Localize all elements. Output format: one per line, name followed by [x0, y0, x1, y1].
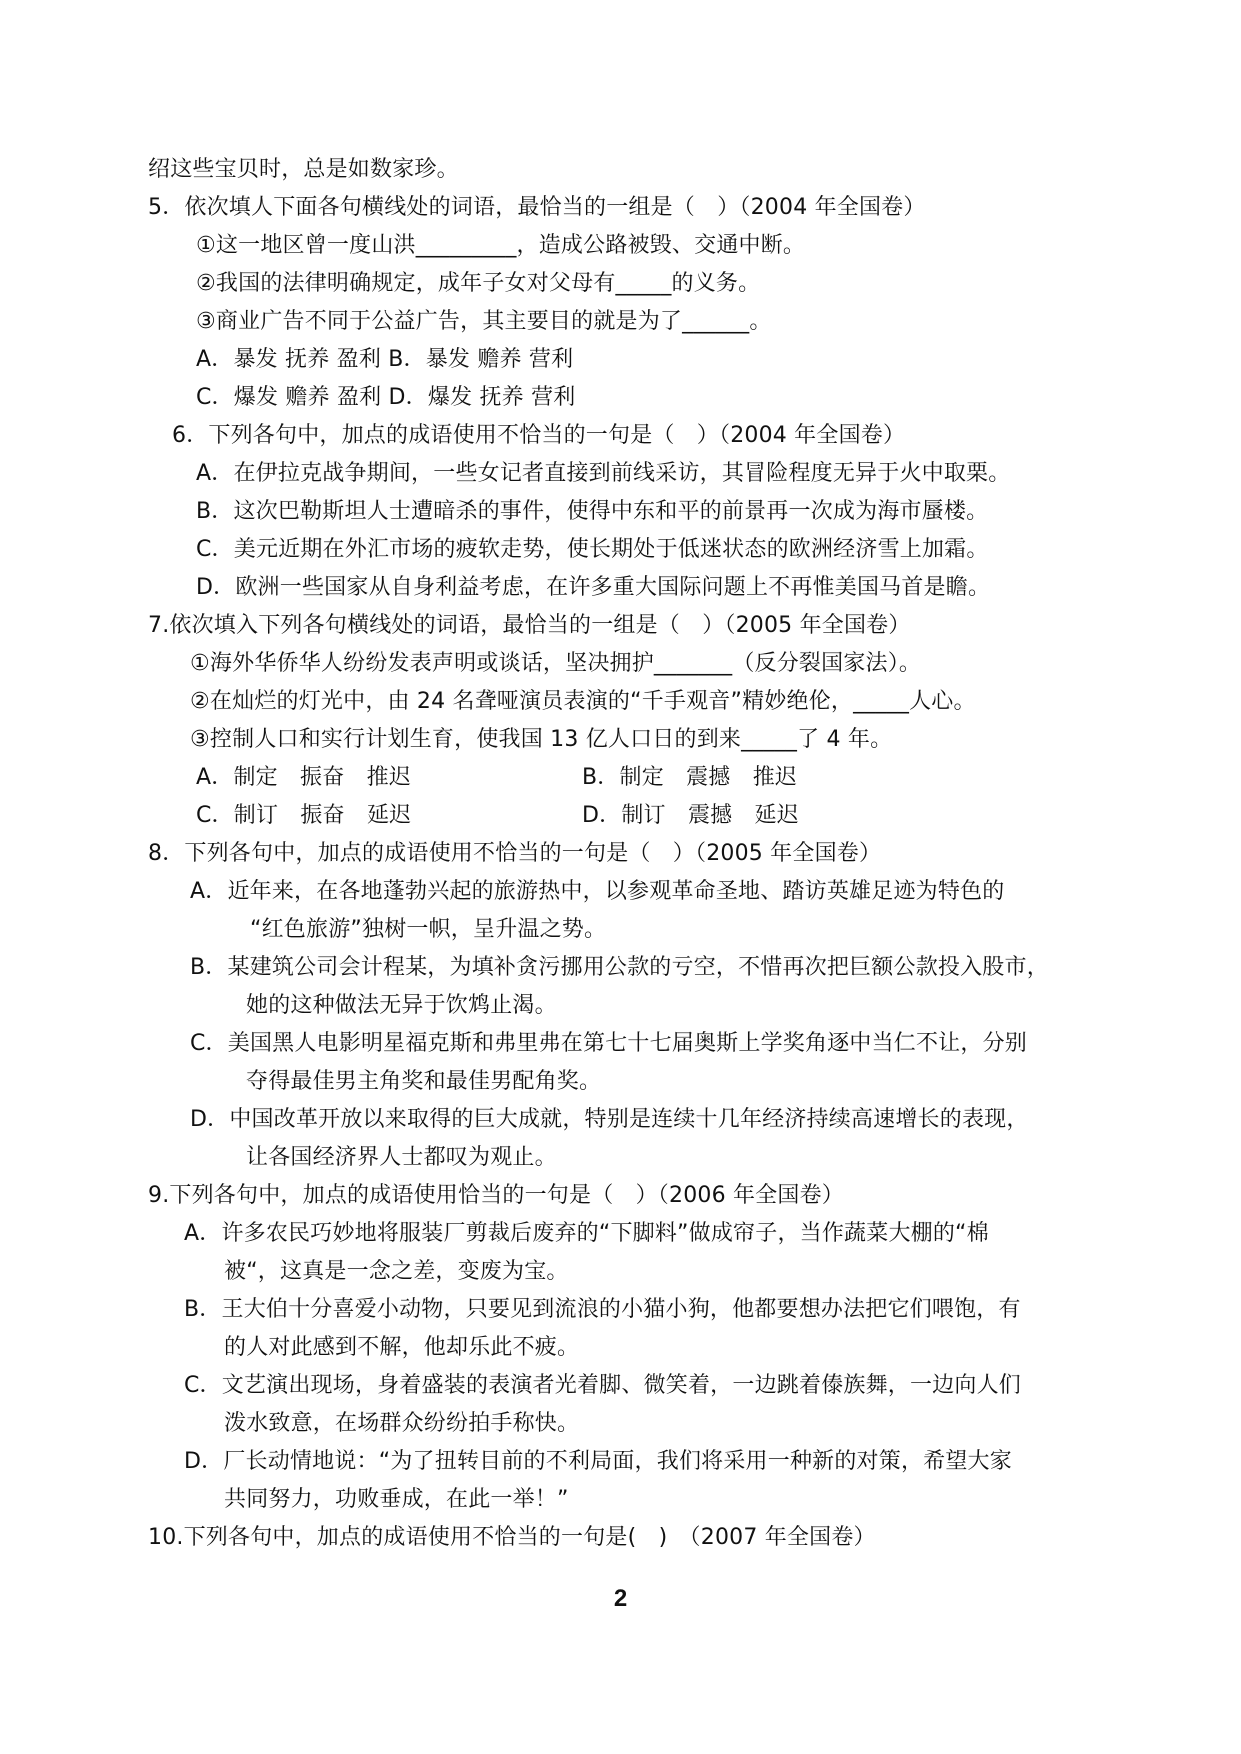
question-9-option-b: B．王大伯十分喜爱小动物，只要见到流浪的小猫小狗，他都要想办法把它们喂饱，有: [184, 1297, 1021, 1322]
question-9-option-a-cont: 被“，这真是一念之差，变废为宝。: [224, 1259, 569, 1284]
question-7-sentence-3: ③控制人口和实行计划生育，使我国 13 亿人口日的到来_____了 4 年。: [190, 727, 893, 752]
question-9-option-d-cont: 共同努力，功败垂成，在此一举！”: [224, 1487, 569, 1512]
question-9-option-c: C．文艺演出现场，身着盛装的表演者光着脚、微笑着，一边跳着傣族舞，一边向人们: [184, 1373, 1021, 1398]
question-6-option-b: B．这次巴勒斯坦人士遭暗杀的事件，使得中东和平的前景再一次成为海市蜃楼。: [196, 499, 989, 524]
question-8-option-b-cont: 她的这种做法无异于饮鸩止渴。: [246, 993, 557, 1018]
question-8-stem: 8．下列各句中，加点的成语使用不恰当的一句是（ ）（2005 年全国卷）: [148, 841, 882, 866]
question-7-option-c: C．制订 振奋 延迟: [196, 803, 412, 828]
question-6-option-c: C．美元近期在外汇市场的疲软走势，使长期处于低迷状态的欧洲经济雪上加霜。: [196, 537, 989, 562]
question-5-options-ab: A．暴发 抚养 盈利 B．暴发 赡养 营利: [196, 347, 574, 372]
question-5-stem: 5．依次填人下面各句横线处的词语，最恰当的一组是（ ）（2004 年全国卷）: [148, 195, 926, 220]
question-9-option-c-cont: 泼水致意，在场群众纷纷拍手称快。: [224, 1411, 580, 1436]
question-6-option-a: A．在伊拉克战争期间，一些女记者直接到前线采访，其冒险程度无异于火中取栗。: [196, 461, 1011, 486]
question-8-option-a: A．近年来，在各地蓬勃兴起的旅游热中，以参观革命圣地、踏访英雄足迹为特色的: [190, 879, 1005, 904]
question-8-option-d-cont: 让各国经济界人士都叹为观止。: [246, 1145, 557, 1170]
question-7-option-a: A．制定 振奋 推迟: [196, 765, 412, 790]
question-8-option-b: B．某建筑公司会计程某，为填补贪污挪用公款的亏空，不惜再次把巨额公款投入股市，: [190, 955, 1049, 980]
question-6-option-d: D．欧洲一些国家从自身利益考虑，在许多重大国际问题上不再惟美国马首是瞻。: [196, 575, 991, 600]
page-number: 2: [613, 1585, 628, 1612]
question-7-option-d: D．制订 震撼 延迟: [582, 803, 799, 828]
question-9-option-a: A．许多农民巧妙地将服装厂剪裁后废弃的“下脚料”做成帘子，当作蔬菜大棚的“棉: [184, 1221, 989, 1246]
question-8-option-c: C．美国黑人电影明星福克斯和弗里弗在第七十七届奥斯上学奖角逐中当仁不让，分别: [190, 1031, 1027, 1056]
question-7-sentence-2: ②在灿烂的灯光中，由 24 名聋哑演员表演的“千手观音”精妙绝伦，_____人心。: [190, 689, 976, 714]
question-8-option-d: D．中国改革开放以来取得的巨大成就，特别是连续十几年经济持续高速增长的表现，: [190, 1107, 1029, 1132]
question-7-sentence-1: ①海外华侨华人纷纷发表声明或谈话，坚决拥护_______（反分裂国家法）。: [190, 651, 922, 676]
question-8-option-a-cont: “红色旅游”独树一帜，呈升温之势。: [250, 917, 607, 942]
question-5-options-cd: C．爆发 赡养 盈利 D．爆发 抚养 营利: [196, 385, 576, 410]
question-8-option-c-cont: 夺得最佳男主角奖和最佳男配角奖。: [246, 1069, 602, 1094]
question-7-stem: 7.依次填入下列各句横线处的词语，最恰当的一组是（ ）（2005 年全国卷）: [148, 613, 911, 638]
question-5-sentence-1: ①这一地区曾一度山洪_________，造成公路被毁、交通中断。: [196, 233, 806, 258]
question-7-option-b: B．制定 震撼 推迟: [582, 765, 798, 790]
question-10-stem: 10.下列各句中，加点的成语使用不恰当的一句是( ) （2007 年全国卷）: [148, 1525, 876, 1550]
question-5-sentence-2: ②我国的法律明确规定，成年子女对父母有_____的义务。: [196, 271, 761, 296]
question-6-stem: 6．下列各句中，加点的成语使用不恰当的一句是（ ）（2004 年全国卷）: [172, 423, 906, 448]
question-9-option-d: D．厂长动情地说：“为了扭转目前的不利局面，我们将采用一种新的对策，希望大家: [184, 1449, 1012, 1474]
question-9-option-b-cont: 的人对此感到不解，他却乐此不疲。: [224, 1335, 580, 1360]
text-line: 绍这些宝贝时，总是如数家珍。: [148, 157, 459, 182]
question-9-stem: 9.下列各句中，加点的成语使用恰当的一句是（ ）（2006 年全国卷）: [148, 1183, 844, 1208]
question-5-sentence-3: ③商业广告不同于公益广告，其主要目的就是为了______。: [196, 309, 772, 334]
